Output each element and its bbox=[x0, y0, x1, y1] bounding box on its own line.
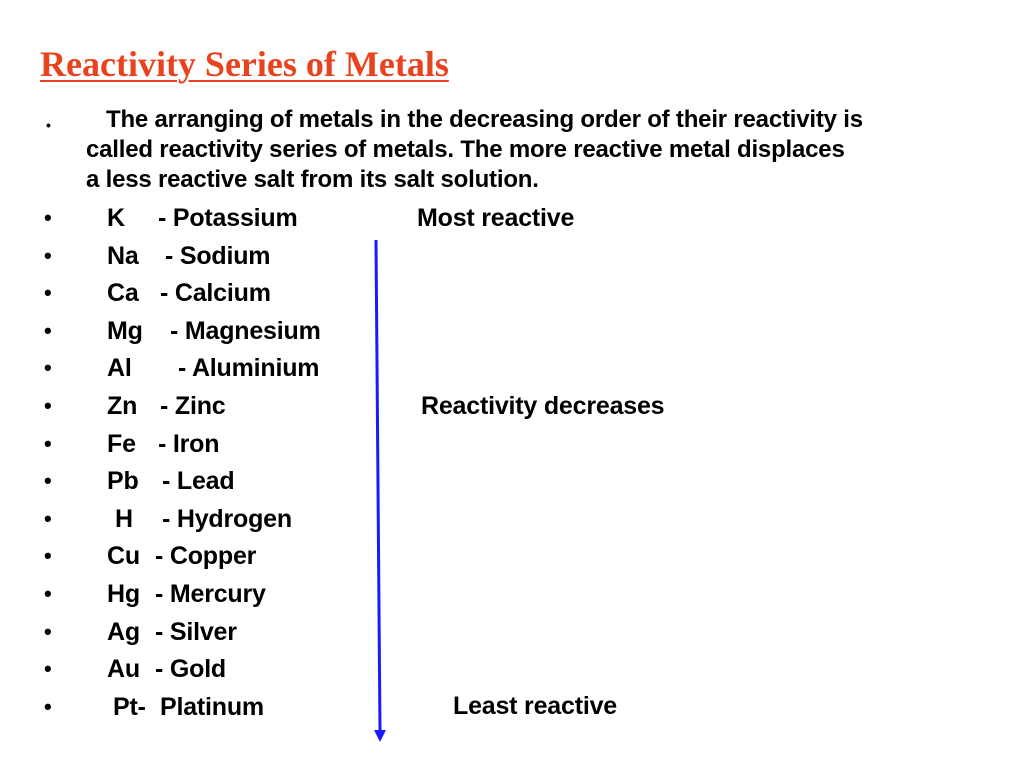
metal-row bbox=[0, 651, 400, 687]
slide-title: Reactivity Series of Metals bbox=[40, 44, 449, 84]
most-reactive-label: Most reactive bbox=[417, 204, 575, 232]
metal-symbol: Pb bbox=[107, 467, 139, 495]
metal-symbol: Fe bbox=[107, 430, 136, 458]
metal-symbol: Pt- bbox=[113, 693, 146, 721]
intro-line-2: called reactivity series of metals. The more reactive metal displaces bbox=[86, 136, 845, 163]
metal-symbol: Cu bbox=[107, 542, 140, 570]
list-bullet: • bbox=[44, 656, 52, 681]
metal-row bbox=[0, 501, 400, 537]
intro-bullet: • bbox=[46, 117, 51, 133]
list-bullet: • bbox=[44, 243, 52, 268]
metal-row bbox=[0, 388, 400, 424]
list-bullet: • bbox=[44, 355, 52, 380]
metal-name: - Copper bbox=[155, 542, 257, 570]
metal-symbol: Mg bbox=[107, 317, 143, 345]
metal-symbol: Hg bbox=[107, 580, 140, 608]
metal-name: Platinum bbox=[160, 693, 264, 721]
list-bullet: • bbox=[44, 393, 52, 418]
metal-name: - Lead bbox=[162, 467, 235, 495]
list-bullet: • bbox=[44, 506, 52, 531]
metal-row bbox=[0, 614, 400, 650]
arrow-down-icon bbox=[365, 236, 395, 746]
list-bullet: • bbox=[44, 543, 52, 568]
metal-row bbox=[0, 275, 400, 311]
metal-name: - Aluminium bbox=[178, 354, 320, 382]
metal-row bbox=[0, 576, 400, 612]
metal-name: - Zinc bbox=[160, 392, 226, 420]
metal-symbol: Ag bbox=[107, 618, 140, 646]
reactivity-decreases-label: Reactivity decreases bbox=[421, 392, 665, 420]
metal-name: - Magnesium bbox=[170, 317, 321, 345]
least-reactive-label: Least reactive bbox=[453, 692, 617, 720]
metal-row bbox=[0, 238, 400, 274]
list-bullet: • bbox=[44, 581, 52, 606]
list-bullet: • bbox=[44, 694, 52, 719]
list-bullet: • bbox=[44, 619, 52, 644]
metal-row bbox=[0, 689, 400, 725]
list-bullet: • bbox=[44, 318, 52, 343]
metal-symbol: K bbox=[107, 204, 125, 232]
list-bullet: • bbox=[44, 468, 52, 493]
metal-row bbox=[0, 313, 400, 349]
metal-name: - Silver bbox=[155, 618, 237, 646]
metal-name: - Calcium bbox=[160, 279, 271, 307]
intro-line-3: a less reactive salt from its salt solution. bbox=[86, 166, 539, 193]
metal-name: - Gold bbox=[155, 655, 227, 683]
list-bullet: • bbox=[44, 431, 52, 456]
metal-name: - Sodium bbox=[165, 242, 271, 270]
metal-row bbox=[0, 538, 400, 574]
list-bullet: • bbox=[44, 280, 52, 305]
metal-name: - Potassium bbox=[158, 204, 298, 232]
list-bullet: • bbox=[44, 205, 52, 230]
metal-symbol: H bbox=[115, 505, 133, 533]
metal-name: - Iron bbox=[158, 430, 220, 458]
metal-symbol: Ca bbox=[107, 279, 139, 307]
metal-name: - Mercury bbox=[155, 580, 266, 608]
metal-name: - Hydrogen bbox=[162, 505, 292, 533]
metal-row bbox=[0, 426, 400, 462]
metal-row bbox=[0, 463, 400, 499]
intro-paragraph bbox=[86, 105, 996, 195]
metal-row bbox=[0, 350, 400, 386]
intro-line-1: The arranging of metals in the decreasing order of their reactivity is bbox=[106, 106, 863, 133]
metal-symbol: Na bbox=[107, 242, 139, 270]
metal-symbol: Au bbox=[107, 655, 140, 683]
metal-symbol: Zn bbox=[107, 392, 138, 420]
metal-row bbox=[0, 200, 400, 236]
metal-symbol: Al bbox=[107, 354, 132, 382]
